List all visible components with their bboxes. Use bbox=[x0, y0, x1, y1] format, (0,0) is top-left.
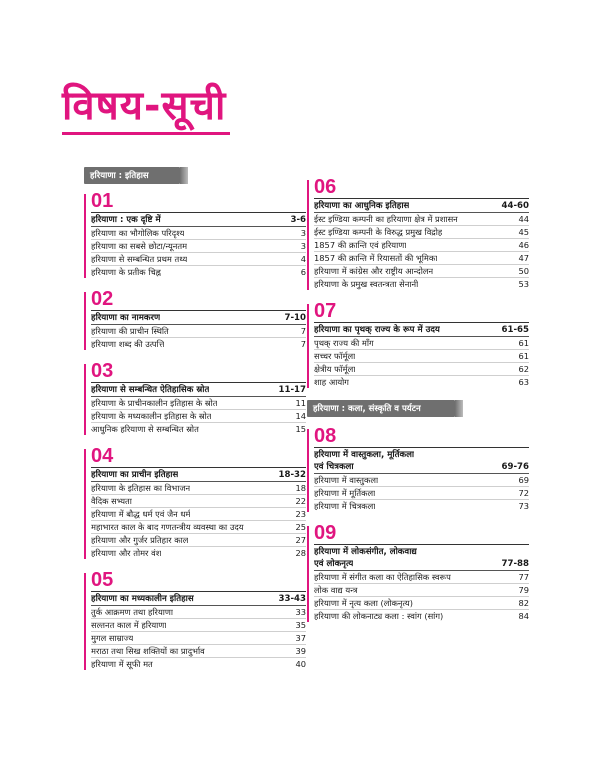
toc-entry bbox=[91, 253, 306, 266]
entry-title: हरियाणा में नृत्य कला (लोकनृत्य) bbox=[314, 598, 413, 608]
toc-entry bbox=[91, 658, 306, 670]
section-heading bbox=[91, 214, 306, 227]
entry-title: वैदिक सभ्यता bbox=[91, 496, 132, 506]
section-title: हरियाणा का मध्यकालीन इतिहास bbox=[91, 594, 194, 604]
entry-page: 7 bbox=[300, 326, 306, 336]
toc-section-02 bbox=[84, 288, 306, 350]
section-accent-line bbox=[307, 180, 309, 290]
entry-title: मराठा तथा सिख शक्तियों का प्रादुर्भाव bbox=[91, 646, 205, 656]
section-heading bbox=[314, 546, 529, 558]
section-title: हरियाणा में वास्तुकला, मूर्तिकला bbox=[314, 450, 415, 460]
entry-page: 28 bbox=[295, 548, 306, 558]
right-sections-a bbox=[307, 176, 529, 388]
section-title-cont: एवं चित्रकला bbox=[314, 462, 354, 472]
entry-title: शाह आयोग bbox=[314, 377, 349, 387]
entry-page: 44 bbox=[518, 214, 529, 224]
toc-section-01 bbox=[84, 190, 306, 278]
section-pages: 44-60 bbox=[501, 201, 529, 211]
section-number: 03 bbox=[91, 360, 114, 382]
section-rule bbox=[314, 447, 529, 448]
entry-title: हरियाणा में वास्तुकला bbox=[314, 475, 379, 485]
entry-page: 46 bbox=[518, 240, 529, 250]
entry-page: 50 bbox=[518, 266, 529, 276]
entry-title: हरियाणा में मूर्तिकला bbox=[314, 488, 376, 498]
section-accent-line bbox=[84, 449, 86, 559]
section-rule bbox=[314, 544, 529, 545]
entry-title: मुगल साम्राज्य bbox=[91, 633, 134, 643]
category-bar-culture: हरियाणा : कला, संस्कृति व पर्यटन bbox=[307, 400, 455, 417]
section-pages: 18-32 bbox=[278, 470, 306, 480]
entry-title: हरियाणा की प्राचीन स्थिति bbox=[91, 326, 169, 336]
left-column bbox=[84, 167, 306, 670]
toc-entry bbox=[314, 500, 529, 512]
section-title: हरियाणा : एक दृष्टि में bbox=[91, 215, 161, 225]
entry-page: 61 bbox=[518, 351, 529, 361]
entry-page: 11 bbox=[295, 398, 306, 408]
entry-title: हरियाणा का सबसे छोटा/न्यूनतम bbox=[91, 241, 188, 251]
toc-entry bbox=[91, 632, 306, 645]
section-pages: 33-43 bbox=[278, 594, 306, 604]
toc-section-03 bbox=[84, 360, 306, 435]
toc-entry bbox=[91, 240, 306, 253]
category-bar-history: हरियाणा : इतिहास bbox=[84, 167, 180, 184]
entry-title: हरियाणा के प्राचीनकालीन इतिहास के स्रोत bbox=[91, 398, 218, 408]
section-rule bbox=[91, 591, 306, 592]
section-accent-line bbox=[84, 573, 86, 670]
toc-section-08 bbox=[307, 425, 529, 512]
entry-page: 40 bbox=[295, 659, 306, 669]
entry-page: 35 bbox=[295, 620, 306, 630]
toc-entry bbox=[91, 227, 306, 240]
section-heading-cont bbox=[314, 461, 529, 474]
entry-title: सल्तनत काल में हरियाणा bbox=[91, 620, 167, 630]
section-title: हरियाणा का आधुनिक इतिहास bbox=[314, 201, 410, 211]
toc-entry bbox=[314, 239, 529, 252]
toc-entry bbox=[91, 521, 306, 534]
entry-title: हरियाणा शब्द की उत्पत्ति bbox=[91, 339, 165, 349]
section-number: 07 bbox=[314, 300, 337, 322]
entry-page: 73 bbox=[518, 501, 529, 511]
toc-entry bbox=[314, 376, 529, 388]
right-column bbox=[307, 170, 529, 622]
entry-title: हरियाणा और गुर्जर प्रतिहार काल bbox=[91, 535, 189, 545]
entry-title: सच्चर फॉर्मूला bbox=[314, 351, 356, 361]
section-heading bbox=[91, 312, 306, 325]
toc-entry bbox=[314, 278, 529, 290]
section-accent-line bbox=[84, 194, 86, 278]
section-title: हरियाणा का पृथक् राज्य के रूप में उदय bbox=[314, 325, 440, 335]
toc-entry bbox=[314, 226, 529, 239]
entry-page: 7 bbox=[300, 339, 306, 349]
toc-entry bbox=[91, 325, 306, 338]
entry-title: हरियाणा में संगीत कला का ऐतिहासिक स्वरूप bbox=[314, 572, 451, 582]
entry-title: हरियाणा के इतिहास का विभाजन bbox=[91, 483, 191, 493]
toc-entry bbox=[314, 571, 529, 584]
section-accent-line bbox=[84, 364, 86, 435]
entry-page: 61 bbox=[518, 338, 529, 348]
entry-page: 37 bbox=[295, 633, 306, 643]
section-heading-cont bbox=[314, 558, 529, 571]
section-title-cont: एवं लोकनृत्य bbox=[314, 559, 354, 569]
toc-section-09 bbox=[307, 522, 529, 622]
entry-title: 1857 की क्रान्ति में रियासतों की भूमिका bbox=[314, 253, 438, 263]
entry-page: 77 bbox=[518, 572, 529, 582]
entry-title: पृथक् राज्य की माँग bbox=[314, 338, 374, 348]
section-title: हरियाणा का नामकरण bbox=[91, 313, 161, 323]
entry-title: हरियाणा के प्रतीक चिह्न bbox=[91, 267, 161, 277]
toc-entry bbox=[91, 606, 306, 619]
entry-page: 4 bbox=[300, 254, 306, 264]
section-title: हरियाणा से सम्बन्धित ऐतिहासिक स्रोत bbox=[91, 385, 210, 395]
entry-title: हरियाणा और तोमर वंश bbox=[91, 548, 162, 558]
toc-entry bbox=[314, 350, 529, 363]
section-number: 01 bbox=[91, 190, 114, 212]
toc-entry bbox=[91, 397, 306, 410]
entry-page: 14 bbox=[295, 411, 306, 421]
toc-section-05 bbox=[84, 569, 306, 670]
section-number: 09 bbox=[314, 522, 337, 544]
section-heading bbox=[91, 469, 306, 482]
section-pages: 7-10 bbox=[284, 313, 306, 323]
section-accent-line bbox=[307, 526, 309, 622]
entry-page: 79 bbox=[518, 585, 529, 595]
entry-title: हरियाणा में सूफी मत bbox=[91, 659, 153, 669]
section-number: 05 bbox=[91, 569, 114, 591]
section-rule bbox=[91, 212, 306, 213]
entry-page: 18 bbox=[295, 483, 306, 493]
entry-page: 6 bbox=[300, 267, 306, 277]
section-heading bbox=[91, 384, 306, 397]
section-number: 06 bbox=[314, 176, 337, 198]
entry-title: हरियाणा की लोकनाट्य कला : स्वांग (सांग) bbox=[314, 611, 444, 621]
entry-title: ईस्ट इण्डिया कम्पनी के विरुद्ध प्रमुख विद्रोह bbox=[314, 227, 443, 237]
entry-title: क्षेत्रीय फॉर्मूला bbox=[314, 364, 356, 374]
entry-page: 62 bbox=[518, 364, 529, 374]
right-sections-b bbox=[307, 425, 529, 622]
toc-entry bbox=[91, 508, 306, 521]
toc-entry bbox=[314, 610, 529, 622]
toc-entry bbox=[91, 619, 306, 632]
section-rule bbox=[314, 322, 529, 323]
section-accent-line bbox=[307, 304, 309, 388]
section-rule bbox=[91, 382, 306, 383]
toc-entry bbox=[91, 410, 306, 423]
toc-entry bbox=[314, 584, 529, 597]
entry-title: हरियाणा के प्रमुख स्वतन्त्रता सेनानी bbox=[314, 279, 419, 289]
toc-entry bbox=[314, 474, 529, 487]
section-pages: 77-88 bbox=[501, 559, 529, 569]
entry-title: हरियाणा में कांग्रेस और राष्ट्रीय आन्दोलन bbox=[314, 266, 434, 276]
entry-page: 63 bbox=[518, 377, 529, 387]
toc-entry bbox=[314, 213, 529, 226]
left-sections bbox=[84, 190, 306, 670]
section-rule bbox=[91, 310, 306, 311]
toc-entry bbox=[91, 482, 306, 495]
section-heading bbox=[314, 324, 529, 337]
entry-page: 15 bbox=[295, 424, 306, 434]
title-underline bbox=[62, 132, 230, 135]
entry-title: हरियाणा का भौगोलिक परिदृश्य bbox=[91, 228, 185, 238]
toc-entry bbox=[91, 534, 306, 547]
entry-title: हरियाणा में बौद्ध धर्म एवं जैन धर्म bbox=[91, 509, 191, 519]
toc-entry bbox=[314, 363, 529, 376]
section-pages: 11-17 bbox=[278, 385, 306, 395]
section-rule bbox=[91, 467, 306, 468]
toc-entry bbox=[314, 337, 529, 350]
entry-page: 27 bbox=[295, 535, 306, 545]
entry-page: 39 bbox=[295, 646, 306, 656]
toc-entry bbox=[91, 266, 306, 278]
entry-page: 45 bbox=[518, 227, 529, 237]
entry-page: 84 bbox=[518, 611, 529, 621]
section-accent-line bbox=[84, 292, 86, 350]
toc-entry bbox=[91, 423, 306, 435]
entry-page: 22 bbox=[295, 496, 306, 506]
section-title: हरियाणा में लोकसंगीत, लोकवाद्य bbox=[314, 547, 417, 557]
toc-entry bbox=[314, 252, 529, 265]
section-pages: 3-6 bbox=[290, 215, 306, 225]
entry-title: 1857 की क्रान्ति एवं हरियाणा bbox=[314, 240, 407, 250]
entry-page: 3 bbox=[300, 228, 306, 238]
section-number: 08 bbox=[314, 425, 337, 447]
section-number: 02 bbox=[91, 288, 114, 310]
entry-page: 25 bbox=[295, 522, 306, 532]
toc-section-07 bbox=[307, 300, 529, 388]
entry-title: लोक वाद्य यन्त्र bbox=[314, 585, 358, 595]
section-pages: 69-76 bbox=[501, 462, 529, 472]
toc-entry bbox=[91, 495, 306, 508]
section-heading bbox=[91, 593, 306, 606]
entry-title: आधुनिक हरियाणा से सम्बन्धित स्रोत bbox=[91, 424, 199, 434]
entry-page: 53 bbox=[518, 279, 529, 289]
entry-page: 47 bbox=[518, 253, 529, 263]
toc-section-06 bbox=[307, 176, 529, 290]
toc-entry bbox=[314, 265, 529, 278]
section-pages: 61-65 bbox=[501, 325, 529, 335]
section-rule bbox=[314, 198, 529, 199]
section-accent-line bbox=[307, 429, 309, 512]
page-title: विषय-सूची bbox=[62, 83, 227, 129]
entry-title: महाभारत काल के बाद गणतन्त्रीय व्यवस्था का उदय bbox=[91, 522, 244, 532]
section-heading bbox=[314, 200, 529, 213]
section-title: हरियाणा का प्राचीन इतिहास bbox=[91, 470, 179, 480]
toc-entry bbox=[91, 645, 306, 658]
entry-page: 72 bbox=[518, 488, 529, 498]
entry-page: 3 bbox=[300, 241, 306, 251]
entry-title: हरियाणा में चित्रकला bbox=[314, 501, 376, 511]
entry-page: 23 bbox=[295, 509, 306, 519]
toc-section-04 bbox=[84, 445, 306, 559]
entry-page: 82 bbox=[518, 598, 529, 608]
entry-title: ईस्ट इण्डिया कम्पनी का हरियाणा क्षेत्र में प्रशासन bbox=[314, 214, 458, 224]
toc-entry bbox=[91, 547, 306, 559]
entry-title: हरियाणा से सम्बन्धित प्रथम तथ्य bbox=[91, 254, 188, 264]
section-number: 04 bbox=[91, 445, 114, 467]
entry-page: 33 bbox=[295, 607, 306, 617]
toc-entry bbox=[314, 487, 529, 500]
section-heading bbox=[314, 449, 529, 461]
toc-entry bbox=[91, 338, 306, 350]
entry-page: 69 bbox=[518, 475, 529, 485]
entry-title: हरियाणा के मध्यकालीन इतिहास के स्रोत bbox=[91, 411, 212, 421]
toc-entry bbox=[314, 597, 529, 610]
entry-title: तुर्क आक्रमण तथा हरियाणा bbox=[91, 607, 174, 617]
